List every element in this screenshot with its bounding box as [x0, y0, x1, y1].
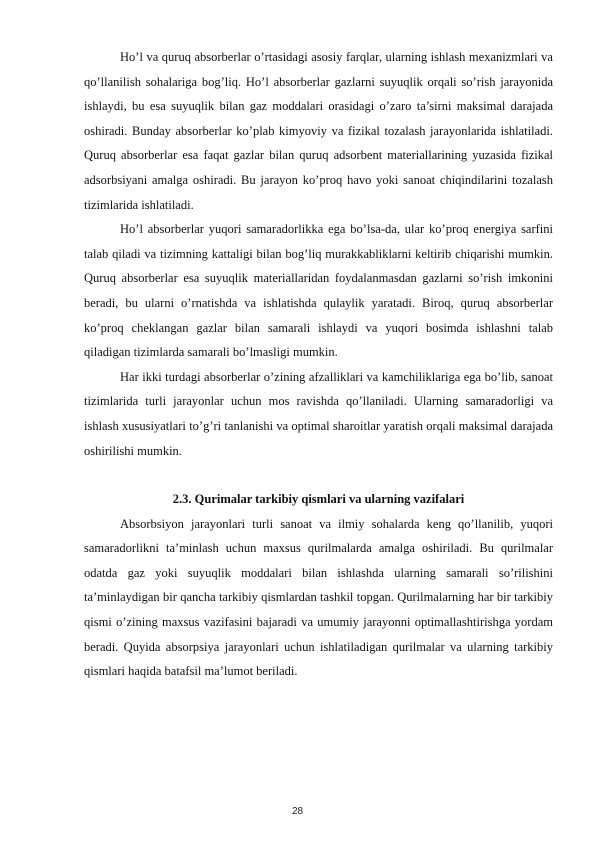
paragraph-absorption-devices: Absorbsiyon jarayonlari turli sanoat va ilmiy sohalarda keng qo’llanilib, yuqori samaradorlikni ta’minlash uchun maxsus qurilmalarda amalga oshiriladi. Bu qurilmalar odatda gaz yoki suyuqlik moddalari bilan ishlashda ularning samarali so’rilishini ta’minlaydigan bir qancha tarkibiy qismlardan tashkil topgan. Qurilmalarning har bir tarkibiy qismi o’zining maxsus vazifasini bajaradi va umumiy jarayonni optimallashtirishga yordam beradi. Quyida absorpsiya jarayonlari uchun ishlatiladigan qurilmalar va ularning tarkibiy qismlari haqida batafsil ma’lumot beriladi.	[84, 516, 553, 679]
section-heading: 2.3. Qurimalar tarkibiy qismlari va ularning vazifalari	[172, 492, 465, 507]
paragraph-advantages-summary: Har ikki turdagi absorberlar o’zining afzalliklari va kamchiliklariga ega bo’lib, sanoat tizimlarida turli jarayonlar uchun mos ravishda qo’llaniladi. Ularning samaradorligi va ishlash xususiyatlari to’g’ri tanlanishi va optimal sharoitlar yaratish orqali maksimal darajada oshirilishi mumkin.	[84, 369, 553, 458]
paragraph-wet-absorber-efficiency: Ho’l absorberlar yuqori samaradorlikka ega bo’lsa-da, ular ko’proq energiya sarfini talab qiladi va tizimning kattaligi bilan bog’liq murakkabliklarni keltirib chiqarishi mumkin. Quruq absorberlar esa suyuqlik materiallaridan foydalanmasdan gazlarni so’rish imkonini beradi, bu ularni o’rnatishda va ishlatishda qulaylik yaratadi. Biroq, quruq absorberlar ko’proq cheklangan gazlar bilan samarali ishlaydi va yuqori bosimda ishlashni talab qiladigan tizimlarda samarali bo’lmasligi mumkin.	[84, 222, 553, 360]
paragraph-wet-dry-differences: Ho’l va quruq absorberlar o’rtasidagi asosiy farqlar, ularning ishlash mexanizmlari va qo’llanilish sohalariga bog’liq. Ho’l absorberlar gazlarni suyuqlik orqali so’rish jarayonida ishlaydi, bu esa suyuqlik bilan gaz moddalari orasidagi o’zaro ta’sirni maksimal darajada oshiradi. Bunday absorberlar ko’plab kimyoviy va fizikal tozalash jarayonlarida ishlatiladi. Quruq absorberlar esa faqat gazlar bilan quruq adsorbent materiallarining yuzasida fizikal adsorbsiyani amalga oshiradi. Bu jarayon ko’proq havo yoki sanoat chiqindilarini tozalash tizimlarida ishlatiladi.	[84, 50, 553, 212]
section-spacer	[84, 463, 553, 487]
document-page	[84, 45, 553, 684]
page-number: 28	[291, 806, 304, 817]
